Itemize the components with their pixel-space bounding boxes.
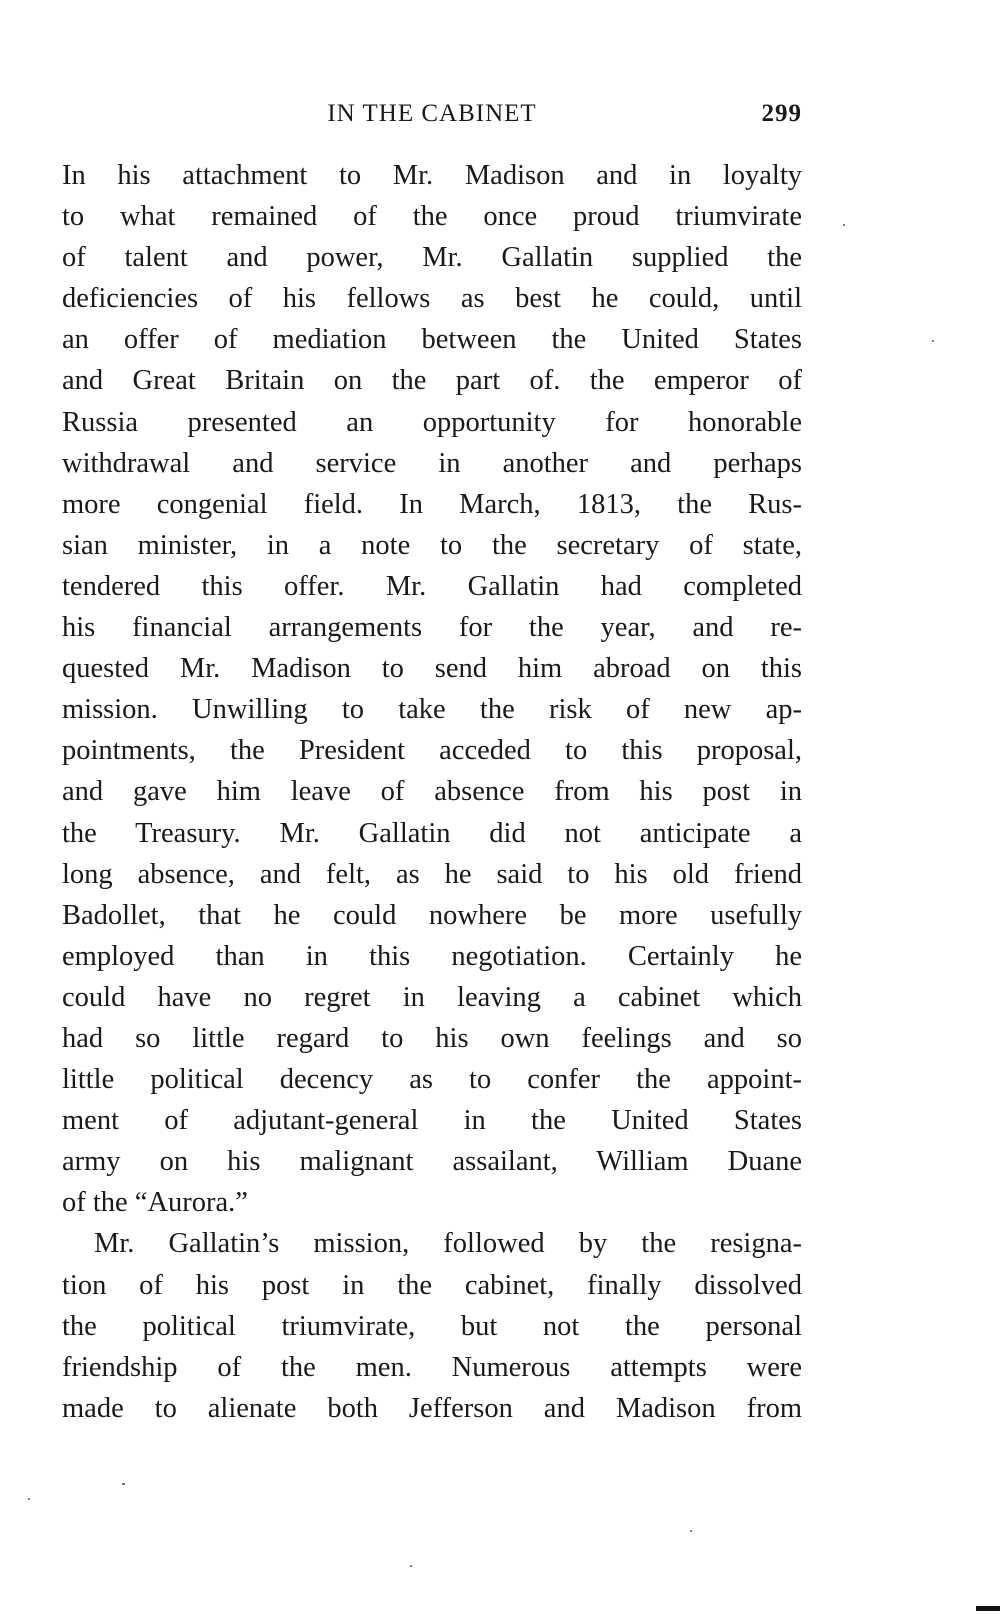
text-line: tion of his post in the cabinet, finally dissolved <box>62 1269 802 1301</box>
text-line: little political decency as to confer the appoint- <box>62 1064 802 1096</box>
text-line: more congenial field. In March, 1813, the Rus- <box>62 488 802 520</box>
paper-speck <box>690 1530 692 1532</box>
text-line: friendship of the men. Numerous attempts were <box>62 1351 802 1383</box>
text-line: army on his malignant assailant, William Duane <box>62 1146 802 1178</box>
text-line: deficiencies of his fellows as best he could, until <box>62 283 802 315</box>
text-line: his financial arrangements for the year, and re- <box>62 612 802 644</box>
text-line: tendered this offer. Mr. Gallatin had completed <box>62 570 802 602</box>
text-line: an offer of mediation between the United States <box>62 324 802 356</box>
running-head <box>62 100 802 136</box>
paper-speck <box>28 1498 30 1500</box>
text-line: ment of adjutant-general in the United States <box>62 1105 802 1137</box>
text-line: of the “Aurora.” <box>62 1187 248 1219</box>
text-line: employed than in this negotiation. Certainly he <box>62 940 802 972</box>
text-line: withdrawal and service in another and perhaps <box>62 447 802 479</box>
body-text <box>62 155 802 1429</box>
text-line: Mr. Gallatin’s mission, followed by the resigna- <box>94 1228 802 1260</box>
page-number: 299 <box>761 100 802 127</box>
text-line: Badollet, that he could nowhere be more usefully <box>62 899 802 931</box>
paper-speck <box>122 1483 125 1485</box>
text-line: of talent and power, Mr. Gallatin supplied the <box>62 242 802 274</box>
text-line: quested Mr. Madison to send him abroad on this <box>62 653 802 685</box>
text-line: and gave him leave of absence from his post in <box>62 776 802 808</box>
edge-mark <box>976 1606 1000 1611</box>
text-line: mission. Unwilling to take the risk of new ap- <box>62 694 802 726</box>
text-line: the Treasury. Mr. Gallatin did not anticipate a <box>62 817 802 849</box>
text-line: pointments, the President acceded to this proposal, <box>62 735 802 767</box>
text-line: In his attachment to Mr. Madison and in loyalty <box>62 160 802 191</box>
text-line: to what remained of the once proud triumvirate <box>62 201 802 233</box>
text-line: made to alienate both Jefferson and Madison from <box>62 1392 802 1424</box>
text-line: and Great Britain on the part of. the emperor of <box>62 365 802 397</box>
text-line: long absence, and felt, as he said to his old friend <box>62 858 802 890</box>
text-line: sian minister, in a note to the secretary of state, <box>62 529 802 561</box>
running-title: IN THE CABINET <box>327 100 537 127</box>
paper-speck <box>843 224 845 226</box>
text-line: had so little regard to his own feelings and so <box>62 1022 802 1054</box>
text-line: the political triumvirate, but not the personal <box>62 1310 802 1342</box>
paragraph-1 <box>62 155 802 1223</box>
paper-speck <box>410 1565 412 1567</box>
text-line: Russia presented an opportunity for honorable <box>62 406 802 438</box>
text-line: could have no regret in leaving a cabinet which <box>62 981 802 1013</box>
paragraph-2 <box>62 1223 802 1428</box>
paper-speck <box>932 340 934 342</box>
